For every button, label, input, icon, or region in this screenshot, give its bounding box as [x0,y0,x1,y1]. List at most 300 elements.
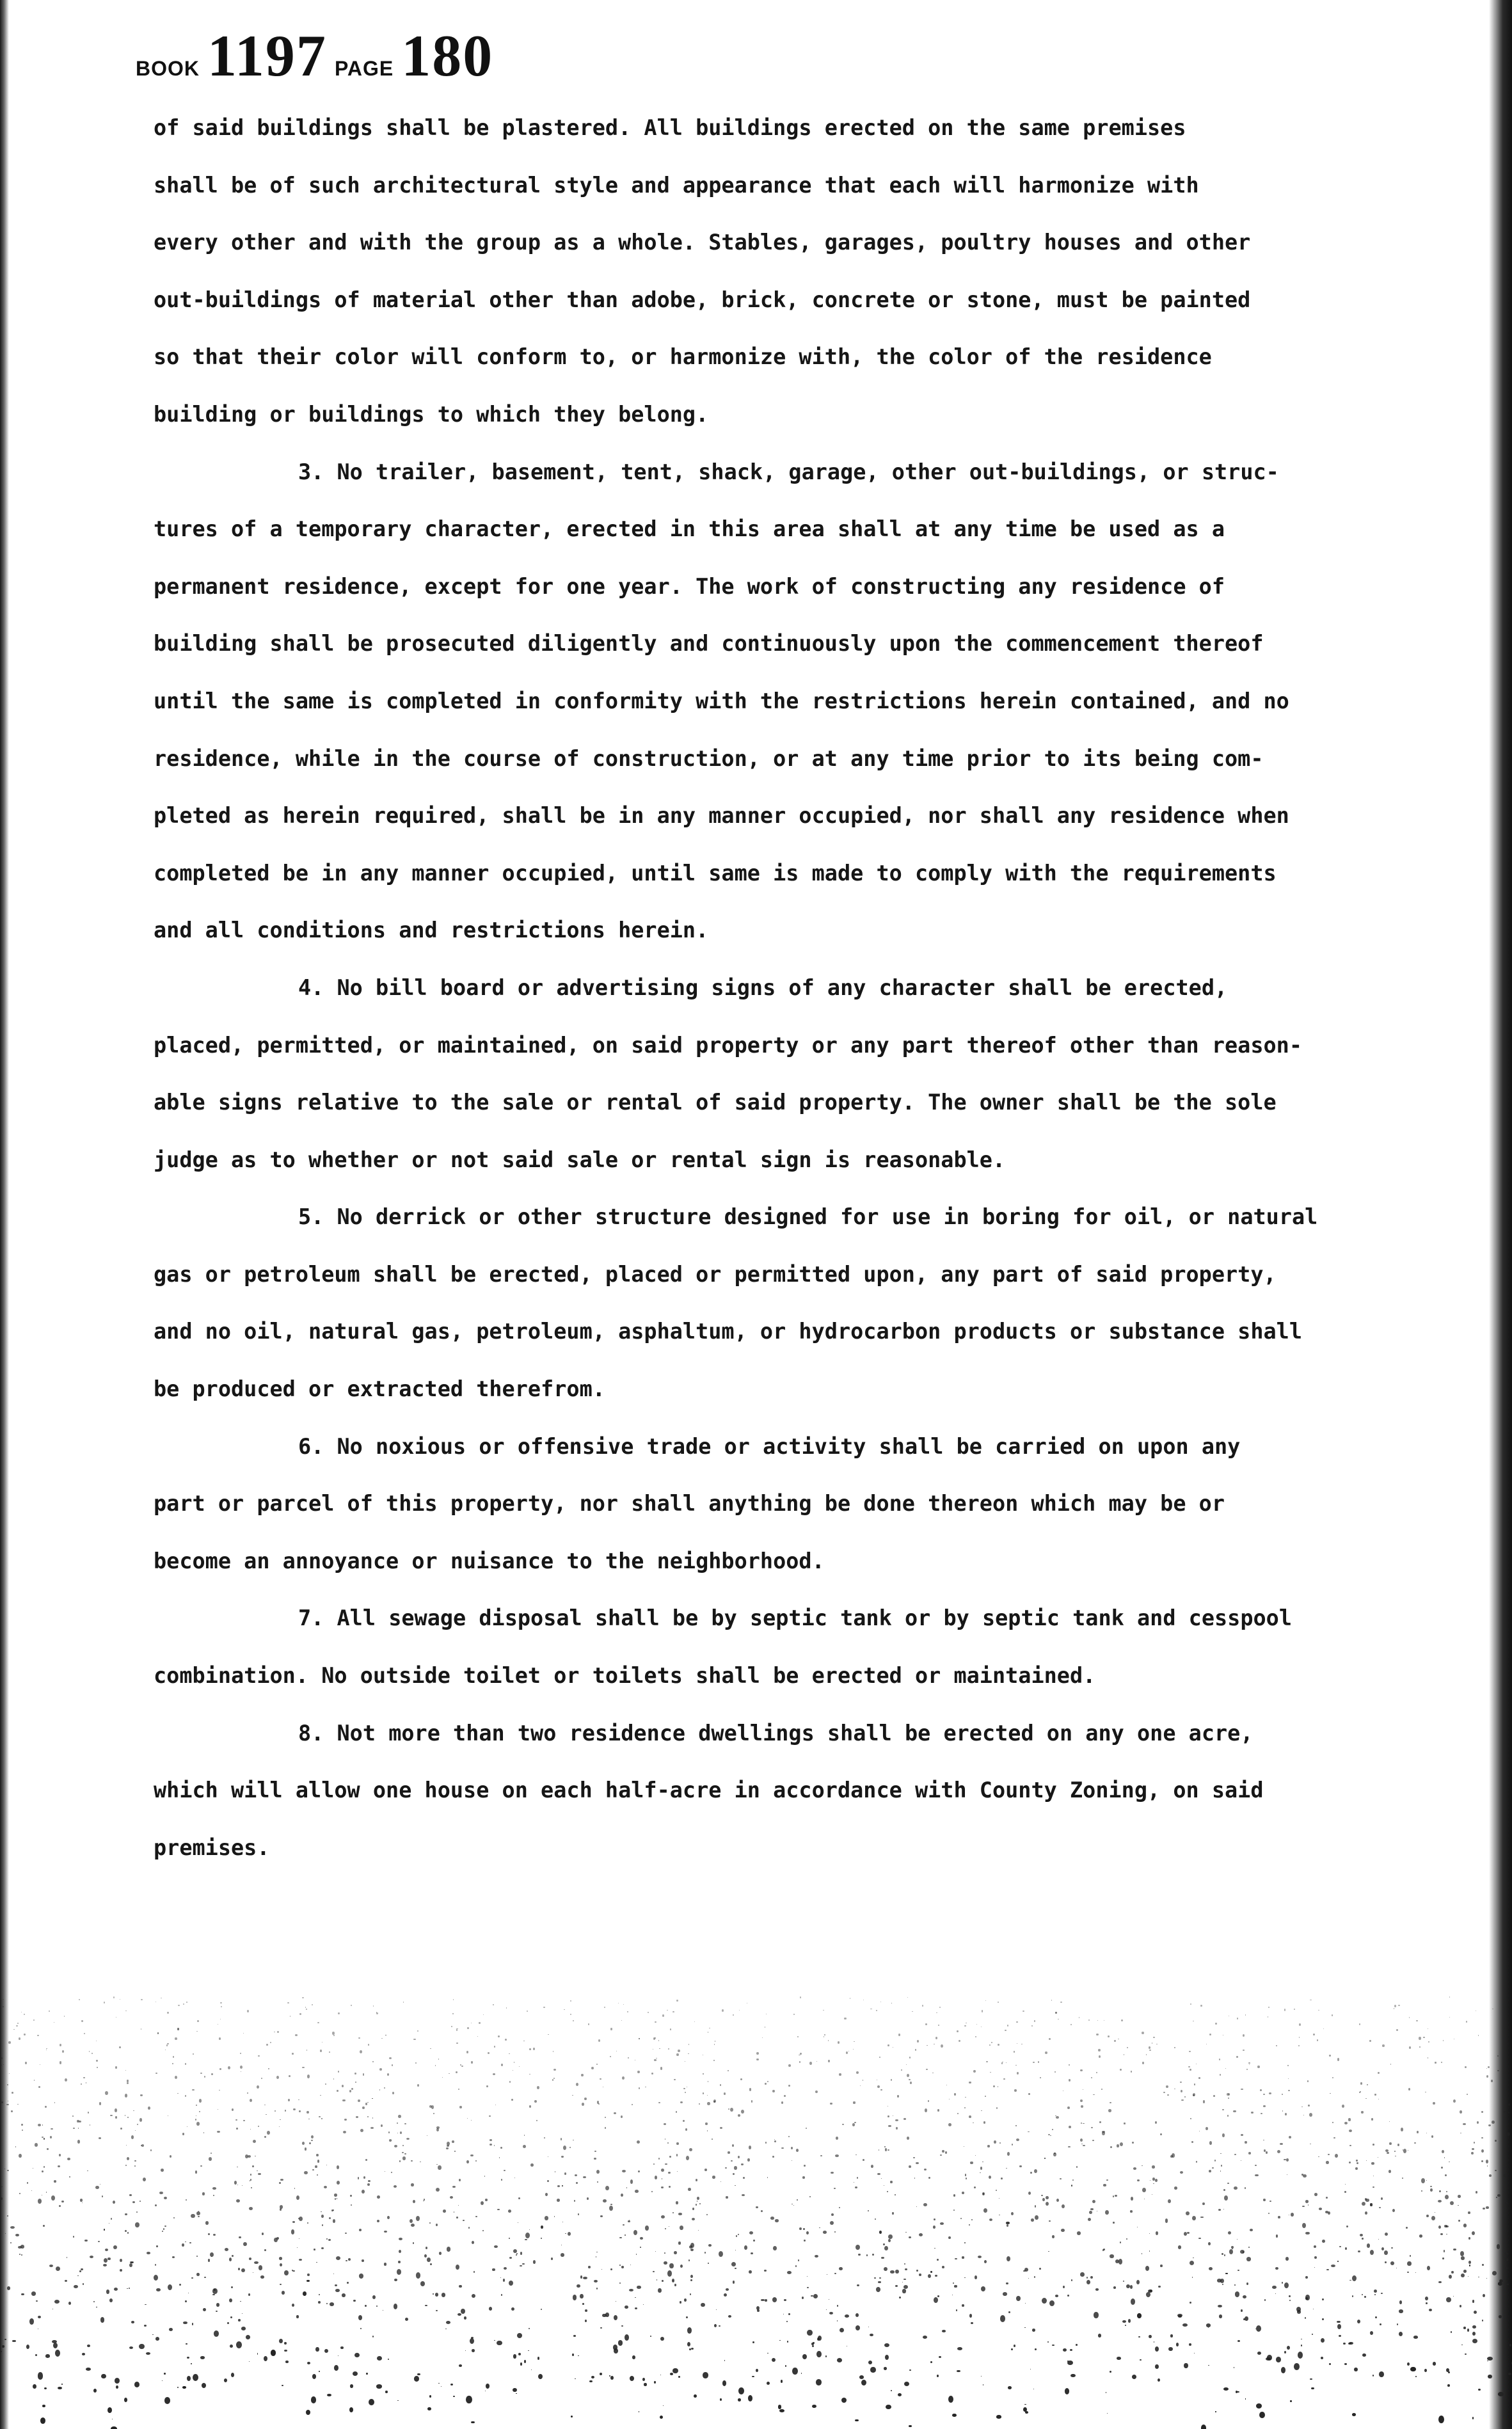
noise-speck [1190,2261,1194,2265]
noise-speck [933,2226,936,2229]
noise-speck [1131,2197,1134,2201]
noise-speck [656,2058,657,2059]
noise-speck [1017,2072,1019,2075]
noise-speck [185,2242,186,2243]
noise-speck [242,2313,243,2314]
noise-speck [113,2201,115,2204]
noise-speck [561,2156,564,2158]
noise-speck [1170,2334,1174,2337]
noise-speck [193,2374,198,2381]
noise-speck [1023,2011,1024,2012]
noise-speck [230,2316,233,2318]
noise-speck [1218,2209,1221,2211]
noise-speck [509,2281,513,2286]
noise-speck [573,2335,576,2337]
noise-speck [127,2082,129,2085]
noise-speck [1495,2170,1497,2171]
noise-speck [1426,2180,1428,2181]
noise-speck [653,2271,655,2272]
noise-speck [1413,2336,1418,2339]
noise-speck [1348,2118,1351,2121]
noise-speck [31,2190,32,2191]
noise-speck [308,2119,310,2120]
noise-speck [218,2024,219,2025]
noise-speck [49,2265,53,2267]
noise-speck [1460,2305,1462,2307]
noise-speck [639,2087,641,2089]
noise-speck [1063,2348,1067,2352]
noise-speck [999,2198,1000,2199]
noise-speck [1261,2113,1262,2115]
noise-speck [594,2158,596,2160]
noise-speck [279,2126,280,2127]
noise-speck [716,2309,717,2310]
noise-speck [676,2142,679,2146]
noise-speck [983,2208,987,2213]
noise-speck [1188,2066,1191,2068]
noise-speck [1389,2142,1392,2146]
noise-speck [317,2022,319,2024]
noise-speck [928,2274,931,2278]
noise-speck [812,2405,816,2409]
noise-speck [360,2129,363,2132]
noise-speck [619,2282,621,2284]
noise-speck [1288,2090,1290,2091]
noise-speck [891,2390,892,2391]
noise-speck [919,2233,923,2236]
noise-speck [485,2391,486,2392]
noise-speck [866,2254,868,2256]
noise-speck [1193,2021,1194,2022]
noise-speck [898,2393,902,2396]
noise-speck [1248,2247,1250,2248]
noise-speck [306,2410,310,2415]
noise-speck [489,2139,492,2141]
noise-speck [1489,2174,1492,2177]
noise-speck [632,2104,633,2105]
noise-speck [554,2216,555,2217]
noise-speck [1310,2000,1311,2001]
noise-speck [870,2367,875,2372]
noise-speck [726,2196,728,2198]
noise-speck [1260,2089,1262,2091]
noise-speck [307,2274,310,2277]
noise-speck [1463,2123,1465,2125]
noise-speck [861,2380,866,2385]
noise-speck [660,2416,663,2419]
noise-speck [1225,2273,1228,2275]
noise-speck [348,2258,351,2261]
noise-speck [452,2186,456,2188]
noise-speck [604,2007,605,2008]
noise-speck [1399,2309,1404,2313]
noise-speck [1034,2276,1035,2278]
noise-speck [964,2242,966,2243]
noise-speck [195,2170,198,2174]
noise-speck [229,2298,232,2303]
noise-speck [1145,2266,1149,2271]
noise-speck [162,2380,163,2381]
noise-speck [37,2035,39,2036]
noise-speck [621,2266,624,2268]
noise-speck [304,2171,308,2174]
noise-speck [690,2249,694,2252]
noise-speck [1474,2311,1477,2314]
text-line: which will allow one house on each half-acre in accordance with County Zoning, on said [154,1778,1264,1803]
noise-speck [697,2197,699,2200]
noise-speck [878,2281,880,2284]
noise-speck [329,2217,331,2219]
noise-speck [1067,2295,1069,2297]
noise-speck [969,2082,971,2083]
noise-speck [528,2350,529,2351]
noise-speck [1263,2105,1265,2107]
noise-speck [402,2152,404,2154]
noise-speck [919,2274,921,2277]
noise-speck [17,2104,19,2105]
noise-speck [676,2053,679,2056]
noise-speck [989,2044,991,2046]
noise-speck [993,2085,996,2087]
noise-speck [619,2265,621,2266]
noise-speck [738,2234,739,2235]
noise-speck [856,2071,859,2074]
noise-speck [781,2101,784,2105]
noise-speck [917,2040,919,2043]
noise-speck [111,2218,113,2220]
noise-speck [1099,2121,1101,2123]
noise-speck [203,2132,205,2133]
noise-speck [1070,2024,1072,2026]
noise-speck [204,2277,206,2279]
noise-speck [290,2016,291,2017]
noise-speck [1267,2355,1272,2360]
noise-speck [1152,2165,1155,2168]
noise-speck [1264,2299,1266,2301]
noise-speck [36,2300,38,2302]
noise-speck [80,2199,83,2202]
noise-speck [466,2160,470,2163]
noise-speck [1358,2250,1360,2252]
noise-speck [200,2073,202,2075]
noise-speck [591,2376,594,2378]
noise-speck [240,2301,241,2302]
noise-speck [1220,2074,1221,2076]
noise-speck [338,2012,340,2015]
noise-speck [477,2036,478,2037]
noise-speck [255,2156,256,2157]
noise-speck [1472,2325,1476,2329]
noise-speck [1321,2357,1324,2360]
noise-speck [969,2224,970,2226]
noise-speck [1060,2178,1062,2179]
noise-speck [1331,2265,1335,2267]
noise-speck [243,2120,245,2121]
noise-speck [887,2115,889,2117]
noise-speck [1326,2197,1328,2199]
noise-speck [588,2266,591,2268]
noise-speck [1040,2077,1042,2078]
noise-speck [436,2224,438,2226]
noise-speck [672,2212,674,2213]
noise-speck [983,2384,984,2385]
noise-speck [298,2099,299,2100]
noise-speck [981,2286,985,2292]
noise-speck [472,2241,474,2244]
noise-speck [1,2065,2,2066]
noise-speck [674,2251,677,2255]
noise-speck [571,2416,573,2417]
noise-speck [306,2280,310,2282]
noise-speck [1081,2105,1083,2108]
noise-speck [167,2012,169,2014]
noise-speck [297,2247,298,2248]
text-line: 5. No derrick or other structure designed for use in boring for oil, or natural [298,1204,1318,1230]
noise-speck [53,2343,58,2348]
noise-speck [327,2394,331,2397]
noise-speck [925,2108,928,2112]
noise-speck [735,2268,736,2270]
noise-speck [202,2192,205,2195]
noise-speck [315,2347,319,2352]
noise-speck [1466,2021,1467,2023]
noise-speck [1097,2020,1098,2021]
noise-speck [172,2256,175,2258]
noise-speck [1430,2186,1432,2187]
noise-speck [1343,2343,1346,2345]
noise-speck [1453,2099,1456,2103]
noise-speck [901,2069,902,2071]
noise-speck [1158,2378,1160,2382]
noise-speck [266,2114,267,2115]
noise-speck [978,2256,982,2258]
noise-speck [605,2127,607,2129]
noise-speck [311,2396,316,2403]
noise-speck [1406,2227,1408,2229]
noise-speck [762,2037,763,2038]
noise-speck [731,2262,736,2266]
noise-speck [1438,2226,1441,2229]
noise-speck [858,2254,861,2256]
noise-speck [936,2012,937,2014]
noise-speck [295,2034,298,2036]
noise-speck [828,2060,830,2062]
noise-speck [678,2050,680,2052]
noise-speck [1506,2202,1508,2204]
noise-speck [253,2140,256,2143]
noise-speck [884,2267,887,2271]
noise-speck [228,2066,230,2069]
noise-speck [1155,2179,1158,2182]
noise-speck [1482,2264,1484,2266]
noise-speck [302,2142,305,2145]
noise-speck [1140,2359,1142,2361]
noise-speck [667,2142,669,2144]
noise-speck [605,2186,609,2190]
noise-speck [18,2246,22,2249]
noise-speck [511,2099,513,2101]
noise-speck [1417,2131,1419,2133]
text-line: able signs relative to the sale or rental of said property. The owner shall be the sole [154,1090,1277,1115]
text-line: part or parcel of this property, nor shall anything be done thereon which may be or [154,1491,1225,1517]
noise-speck [435,2293,438,2297]
noise-speck [1465,2066,1467,2068]
noise-speck [494,2245,498,2248]
noise-speck [1237,2239,1238,2240]
text-line: building or buildings to which they belong. [154,401,709,427]
noise-speck [1301,2345,1303,2346]
noise-speck [846,2051,848,2054]
noise-speck [614,2112,616,2115]
noise-speck [1032,2329,1035,2332]
noise-speck [302,2067,305,2068]
noise-speck [92,2053,93,2054]
noise-speck [888,2125,891,2127]
noise-speck [518,2222,519,2223]
noise-speck [1094,2312,1098,2318]
noise-speck [250,2099,252,2102]
noise-speck [989,2218,992,2221]
noise-speck [1,2101,3,2104]
noise-speck [499,2157,500,2158]
text-line: combination. No outside toilet or toilets shall be erected or maintained. [154,1663,1096,1689]
noise-speck [284,2270,289,2275]
noise-speck [384,2263,387,2266]
noise-speck [105,2091,107,2095]
text-line: 6. No noxious or offensive trade or activity shall be carried on upon any [298,1433,1241,1459]
noise-speck [398,2261,401,2264]
noise-speck [387,2216,390,2219]
paragraph-3 [154,443,1459,959]
noise-speck [676,2000,678,2002]
noise-speck [1302,2206,1305,2208]
noise-speck [543,2007,545,2009]
noise-speck [1374,2094,1376,2096]
noise-speck [212,2187,216,2190]
noise-speck [1394,2151,1396,2152]
text-line: residence, while in the course of construction, or at any time prior to its being com- [154,745,1264,771]
noise-speck [1361,2111,1364,2113]
noise-speck [399,2238,402,2240]
noise-speck [342,2293,346,2297]
noise-speck [458,2313,461,2316]
noise-speck [610,2204,613,2205]
noise-speck [1337,2324,1341,2329]
noise-speck [1415,2376,1417,2377]
noise-speck [1308,2105,1310,2106]
noise-speck [707,2095,708,2096]
noise-speck [909,2057,911,2058]
noise-speck [1229,2249,1233,2254]
noise-speck [899,2297,901,2299]
noise-speck [725,2167,727,2169]
noise-speck [299,2110,301,2112]
noise-speck [1472,2231,1475,2235]
noise-speck [830,2221,834,2225]
noise-speck [953,2282,954,2284]
noise-speck [658,2102,660,2103]
noise-speck [845,2314,849,2318]
noise-speck [953,2210,955,2211]
noise-speck [732,2144,734,2147]
noise-speck [1371,2118,1374,2120]
text-line: until the same is completed in conformity with the restrictions herein contained, and no [154,688,1289,713]
noise-speck [1178,2245,1181,2249]
noise-speck [1421,2178,1425,2183]
noise-speck [930,2361,932,2364]
noise-speck [1076,2166,1078,2167]
noise-speck [1359,2092,1360,2093]
noise-speck [1451,2271,1454,2274]
noise-speck [939,2007,941,2008]
noise-speck [497,2209,500,2211]
noise-speck [42,2170,44,2172]
noise-speck [534,2100,537,2103]
noise-speck [405,2318,408,2321]
noise-speck [1441,2062,1442,2063]
noise-speck [79,2121,81,2122]
noise-speck [311,2140,313,2141]
noise-speck [935,2037,937,2039]
noise-speck [232,2108,234,2111]
noise-speck [1110,2371,1111,2373]
noise-speck [473,2271,475,2273]
noise-speck [802,2297,804,2299]
noise-speck [424,2254,427,2258]
noise-speck [284,2342,287,2345]
noise-speck [333,2035,335,2036]
noise-speck [1051,2000,1053,2001]
noise-speck [1101,2089,1103,2090]
noise-speck [1233,2110,1236,2113]
noise-speck [1219,2059,1220,2060]
noise-speck [610,2376,614,2380]
noise-speck [537,2357,540,2360]
noise-speck [17,2023,19,2024]
noise-speck [1474,2142,1475,2144]
noise-speck [981,2110,983,2112]
noise-speck [916,2270,918,2272]
noise-speck [980,2172,981,2173]
noise-speck [1288,2078,1289,2079]
noise-speck [220,2002,222,2003]
noise-speck [216,2311,218,2313]
noise-speck [21,2124,23,2126]
noise-speck [470,2338,474,2344]
noise-speck [1453,2296,1454,2297]
noise-speck [461,2066,463,2067]
noise-speck [311,2135,314,2138]
noise-speck [1362,2353,1366,2357]
noise-speck [909,2425,911,2428]
noise-speck [568,2232,571,2236]
noise-speck [451,2026,452,2027]
noise-speck [1190,2302,1191,2304]
noise-speck [628,2220,630,2222]
noise-speck [1506,2178,1507,2179]
noise-speck [22,2130,23,2131]
noise-speck [38,2199,42,2204]
noise-speck [33,2384,36,2389]
noise-speck [493,2004,495,2005]
noise-speck [99,2137,102,2139]
noise-speck [890,2270,895,2274]
noise-speck [928,2100,930,2102]
noise-speck [250,2129,251,2130]
noise-speck [219,2037,221,2040]
noise-speck [280,2119,281,2121]
noise-speck [1001,2178,1003,2179]
